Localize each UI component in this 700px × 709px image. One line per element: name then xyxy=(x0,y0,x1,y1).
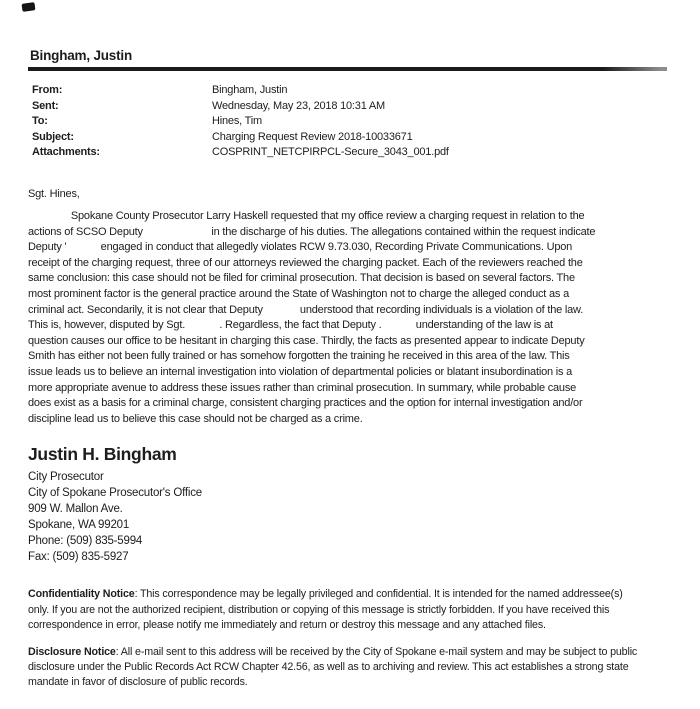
field-value-attachments: COSPRINT_NETCPIRPCL-Secure_3043_001.pdf xyxy=(212,146,449,158)
body-line-13: does exist as a basis for a criminal charge, consistent charging practices and the option for internal investigation and/or xyxy=(28,397,583,410)
body-line-4: receipt of the charging request, three of our attorneys reviewed the charging packet. Each of the reviewers reached the xyxy=(28,256,583,269)
scan-artifact xyxy=(22,2,36,12)
body-line-3: Deputy ' engaged in conduct that allegedly violates RCW 9.73.030, Recording Private Communications. Upon xyxy=(28,241,573,254)
field-row-from xyxy=(32,83,672,99)
signature-fax: Fax: (509) 835-5927 xyxy=(28,551,129,564)
salutation: Sgt. Hines, xyxy=(28,187,80,200)
disclosure-notice-title: Disclosure Notice xyxy=(28,646,116,659)
disclosure-notice-line-3: mandate in favor of disclosure of public records. xyxy=(28,676,248,689)
confidentiality-notice-line-1 xyxy=(28,587,672,602)
field-value-sent: Wednesday, May 23, 2018 10:31 AM xyxy=(212,99,385,112)
body-line-7: criminal act. Secondarily, it is not clear that Deputy understood that recording individuals is a violation of the law. xyxy=(28,303,584,316)
body-line-2: actions of SCSO Deputy in the discharge of his duties. The allegations contained within the request indicate xyxy=(28,225,596,238)
field-value-from: Bingham, Justin xyxy=(212,84,288,96)
signature-office: City of Spokane Prosecutor's Office xyxy=(28,487,202,500)
body-paragraph xyxy=(28,209,672,427)
field-row-to xyxy=(32,114,672,130)
confidentiality-notice-title: Confidentiality Notice xyxy=(28,588,135,601)
signature-phone: Phone: (509) 835-5994 xyxy=(28,535,143,548)
body-line-8: This is, however, disputed by Sgt. . Regardless, the fact that Deputy . understanding of the law is at xyxy=(28,319,553,332)
body-line-6: most prominent factor is the general practice around the State of Washington not to charge the alleged conduct as a xyxy=(28,288,569,301)
signature-city: Spokane, WA 99201 xyxy=(28,519,130,532)
email-sender-heading: Bingham, Justin xyxy=(30,48,133,63)
header-divider xyxy=(28,67,667,71)
field-label-sent: Sent: xyxy=(32,99,59,112)
body-line-9: question causes our office to be hesitant in charging this case. Thirdly, the facts as presented appear to indicate Deputy xyxy=(28,334,585,347)
disclosure-notice-text: : All e-mail sent to this address will be received by the City of Spokane e-mail system and may be subject to public xyxy=(115,646,638,659)
body-line-11: issue leads us to believe an internal investigation into violation of departmental policies or blatant insubordination is a xyxy=(28,366,573,379)
field-label-subject: Subject: xyxy=(32,130,74,143)
field-label-attachments: Attachments: xyxy=(32,146,100,158)
body-line-12: more appropriate avenue to address these issues rather than criminal prosecution. In summary, while probable cause xyxy=(28,381,577,394)
email-body xyxy=(28,187,672,428)
field-label-from: From: xyxy=(32,84,63,96)
confidentiality-notice-line-2: only. If you are not the authorized recipient, distribution or copying of this message is strictly forbidden. If you have received this xyxy=(28,603,610,616)
body-line-14: discipline lead us to believe this case should not be charged as a crime. xyxy=(28,412,363,425)
signature-street: 909 W. Mallon Ave. xyxy=(28,503,123,516)
field-row-attachments xyxy=(32,145,672,161)
body-line-5: same conclusion: this case should not be filed for criminal prosecution. That decision is based on several factors. The xyxy=(28,272,575,285)
field-row-sent xyxy=(32,99,672,115)
signature-job-title: City Prosecutor xyxy=(28,471,104,484)
confidentiality-notice-line-3: correspondence in error, please notify me immediately and return or destroy this message and any attached files. xyxy=(28,618,546,631)
disclosure-notice xyxy=(28,645,672,691)
field-label-to: To: xyxy=(32,115,48,127)
disclosure-notice-line-2: disclosure under the Public Records Act RCW Chapter 42.56, as well as to archiving and review. This act establishes a strong state xyxy=(28,661,629,674)
body-line-1: Spokane County Prosecutor Larry Haskell requested that my office review a charging request in relation to the xyxy=(28,210,585,223)
disclosure-notice-line-1 xyxy=(28,645,672,660)
field-value-to: Hines, Tim xyxy=(212,115,262,127)
field-value-subject: Charging Request Review 2018-10033671 xyxy=(212,130,413,143)
field-row-subject xyxy=(32,130,672,146)
confidentiality-notice xyxy=(28,587,672,633)
signature-details xyxy=(28,469,672,565)
signature-block xyxy=(28,443,672,565)
confidentiality-notice-text: : This correspondence may be legally privileged and confidential. It is intended for the named addressee(s) xyxy=(134,588,623,601)
email-header-fields xyxy=(32,83,672,161)
signature-name: Justin H. Bingham xyxy=(28,444,177,465)
body-line-10: Smith has either not been fully trained or has somehow forgotten the training he received in this area of the law. This xyxy=(28,350,570,363)
